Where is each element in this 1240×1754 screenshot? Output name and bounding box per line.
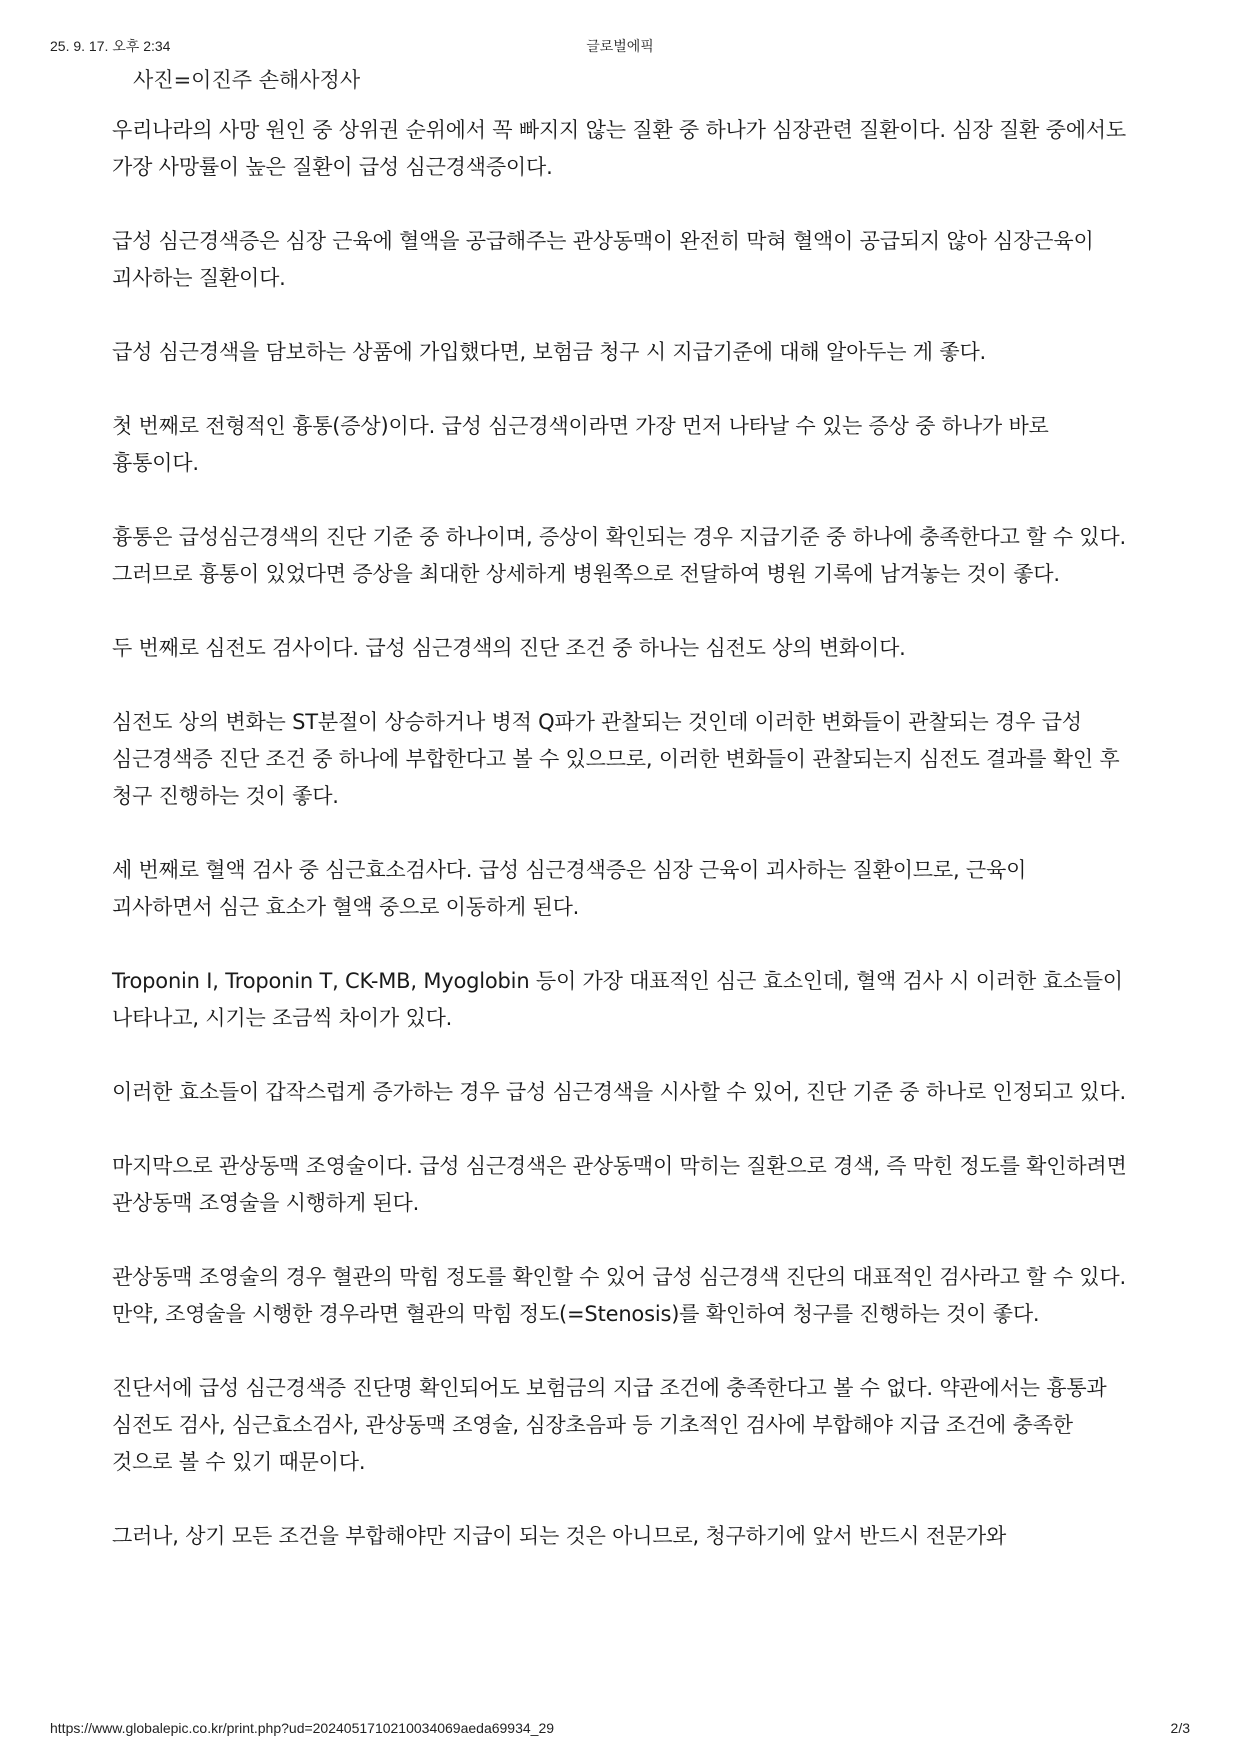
page-url: https://www.globalepic.co.kr/print.php?ud=2024051710210034069aeda69934_29	[50, 1720, 555, 1736]
article-paragraph: 급성 심근경색을 담보하는 상품에 가입했다면, 보험금 청구 시 지급기준에 대해 알아두는 게 좋다.	[112, 340, 987, 364]
article-paragraph: 그러나, 상기 모든 조건을 부합해야만 지급이 되는 것은 아니므로, 청구하기에 앞서 반드시 전문가와	[112, 1524, 1007, 1548]
print-date: 25. 9. 17. 오후 2:34	[50, 38, 171, 54]
article-paragraph: Troponin I, Troponin T, CK-MB, Myoglobin 등이 가장 대표적인 심근 효소인데, 혈액 검사 시 이러한 효소들이 나타나고, 시기는 조금씩 차이가 있다.	[112, 969, 1123, 1030]
page-number: 2/3	[1170, 1720, 1190, 1736]
article-paragraph: 흉통은 급성심근경색의 진단 기준 중 하나이며, 증상이 확인되는 경우 지급기준 중 하나에 충족한다고 할 수 있다. 그러므로 흉통이 있었다면 증상을 최대한 상세하게 병원쪽으로 전달하여 병원 기록에 남겨놓는 것이 좋다.	[112, 525, 1126, 586]
site-title: 글로벌에픽	[586, 38, 654, 54]
article-paragraph: 세 번째로 혈액 검사 중 심근효소검사다. 급성 심근경색증은 심장 근육이 괴사하는 질환이므로, 근육이 괴사하면서 심근 효소가 혈액 중으로 이동하게 된다.	[112, 858, 1027, 919]
article-paragraph: 이러한 효소들이 갑작스럽게 증가하는 경우 급성 심근경색을 시사할 수 있어, 진단 기준 중 하나로 인정되고 있다.	[112, 1080, 1126, 1104]
article-paragraph: 심전도 상의 변화는 ST분절이 상승하거나 병적 Q파가 관찰되는 것인데 이러한 변화들이 관찰되는 경우 급성 심근경색증 진단 조건 중 하나에 부합한다고 볼 수 있으므로, 이러한 변화들이 관찰되는지 심전도 결과를 확인 후 청구 진행하는 것이 좋다.	[112, 710, 1120, 808]
article-paragraph: 진단서에 급성 심근경색증 진단명 확인되어도 보험금의 지급 조건에 충족한다고 볼 수 없다. 약관에서는 흉통과 심전도 검사, 심근효소검사, 관상동맥 조영술, 심장초음파 등 기초적인 검사에 부합해야 지급 조건에 충족한 것으로 볼 수 있기 때문이다.	[112, 1376, 1107, 1474]
article-body	[112, 112, 1132, 1592]
article-paragraph: 관상동맥 조영술의 경우 혈관의 막힘 정도를 확인할 수 있어 급성 심근경색 진단의 대표적인 검사라고 할 수 있다. 만약, 조영술을 시행한 경우라면 혈관의 막힘 정도(=Stenosis)를 확인하여 청구를 진행하는 것이 좋다.	[112, 1265, 1126, 1326]
article-paragraph: 마지막으로 관상동맥 조영술이다. 급성 심근경색은 관상동맥이 막히는 질환으로 경색, 즉 막힌 정도를 확인하려면 관상동맥 조영술을 시행하게 된다.	[112, 1154, 1127, 1215]
article-paragraph: 첫 번째로 전형적인 흉통(증상)이다. 급성 심근경색이라면 가장 먼저 나타날 수 있는 증상 중 하나가 바로 흉통이다.	[112, 414, 1049, 475]
print-header	[50, 36, 1190, 56]
article-paragraph: 두 번째로 심전도 검사이다. 급성 심근경색의 진단 조건 중 하나는 심전도 상의 변화이다.	[112, 636, 906, 660]
article-paragraph: 우리나라의 사망 원인 중 상위권 순위에서 꼭 빠지지 않는 질환 중 하나가 심장관련 질환이다. 심장 질환 중에서도 가장 사망률이 높은 질환이 급성 심근경색증이다.	[112, 118, 1126, 179]
print-footer	[50, 1720, 1190, 1740]
article-paragraph: 급성 심근경색증은 심장 근육에 혈액을 공급해주는 관상동맥이 완전히 막혀 혈액이 공급되지 않아 심장근육이 괴사하는 질환이다.	[112, 229, 1094, 290]
photo-caption: 사진=이진주 손해사정사	[133, 68, 361, 92]
